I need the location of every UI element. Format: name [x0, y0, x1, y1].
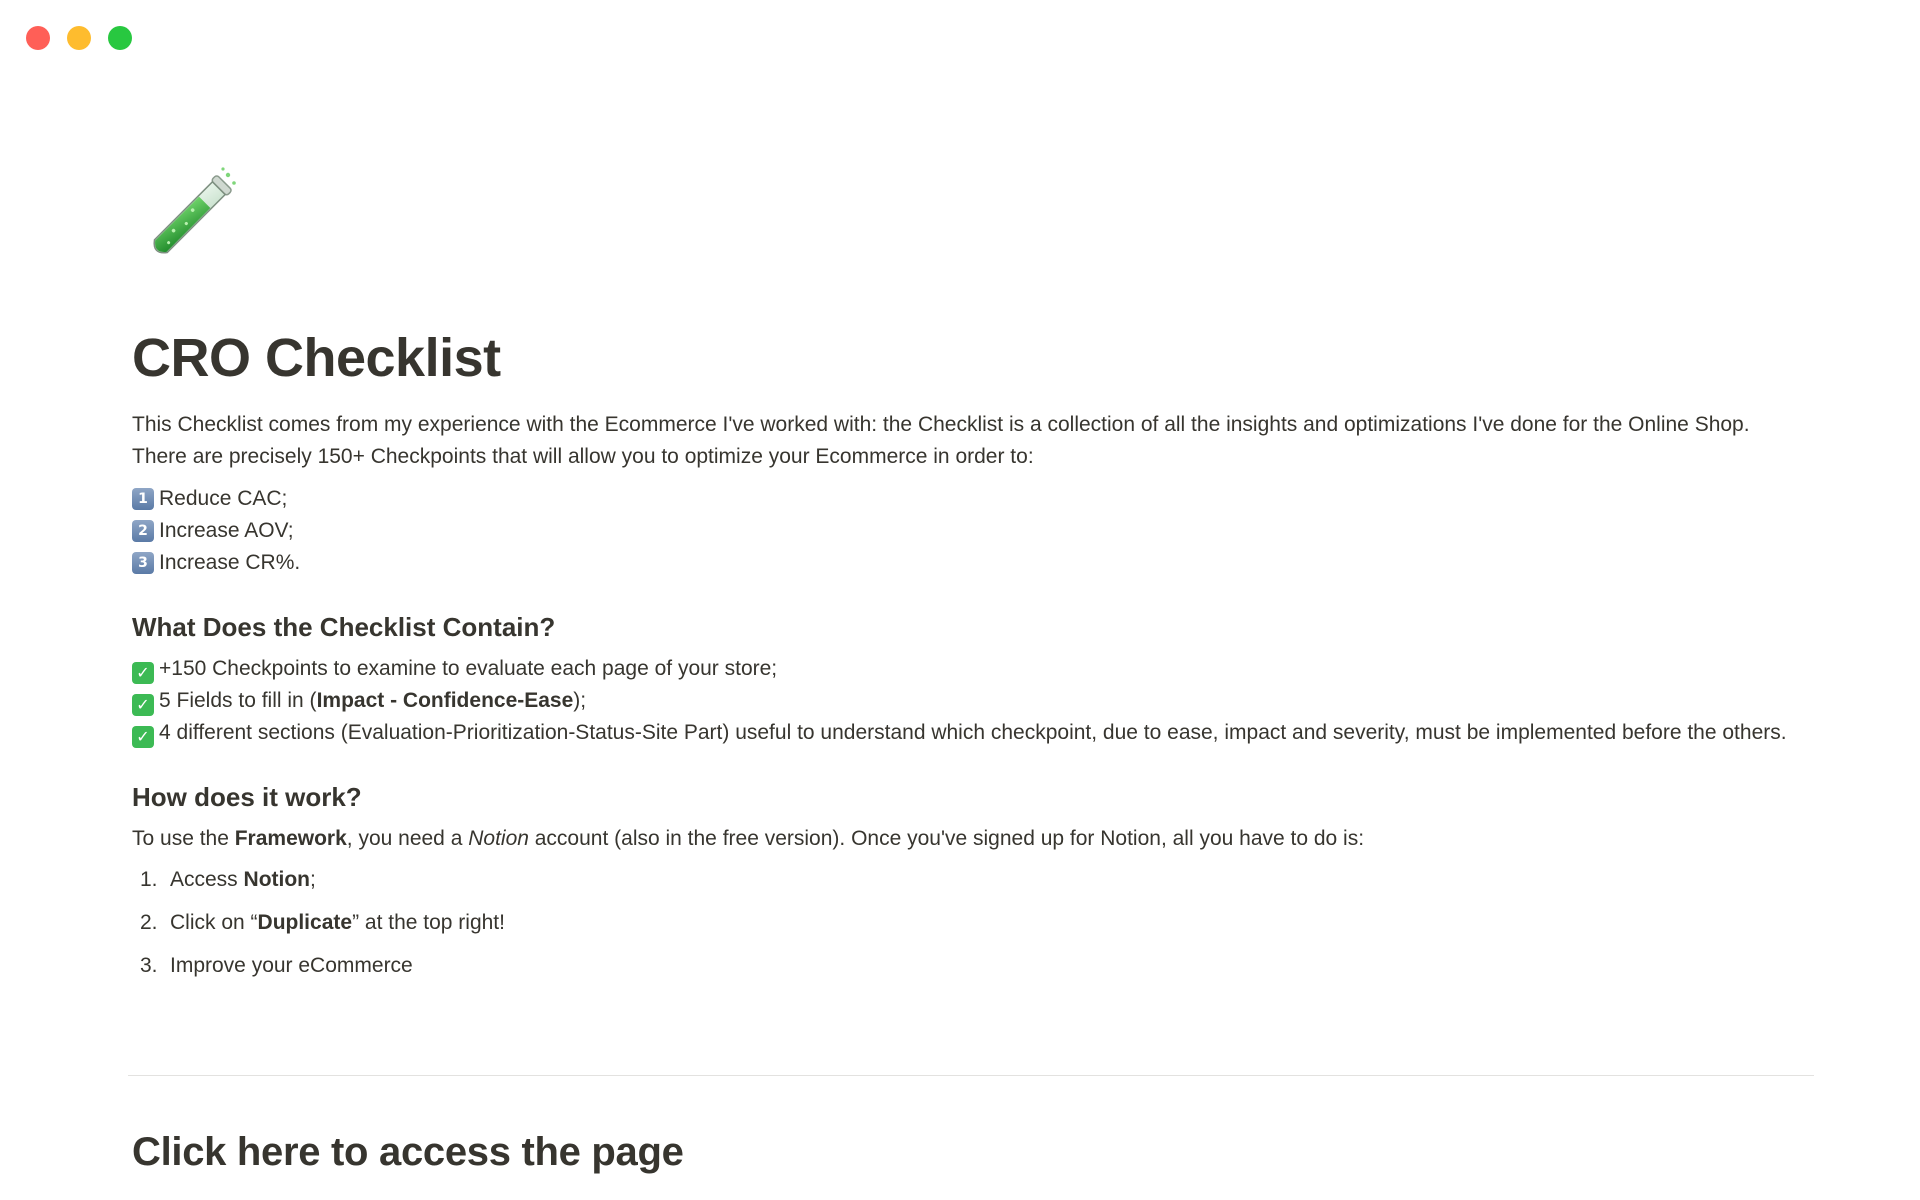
keycap-1-icon: 1 — [132, 488, 154, 510]
step-number: 1. — [140, 868, 158, 892]
step-item — [132, 907, 1812, 939]
check-mark-icon: ✓ — [132, 662, 154, 684]
maximize-window-button[interactable] — [108, 26, 132, 50]
keycap-2-icon: 2 — [132, 520, 154, 542]
step-text: Click on “Duplicate” at the top right! — [170, 911, 505, 935]
feature-item — [132, 717, 1792, 749]
steps-list — [132, 864, 1812, 982]
goal-item — [132, 483, 1812, 515]
intro-paragraph: This Checklist comes from my experience with the Ecommerce I've worked with: the Checklist is a collection of all the insights and optimizations I've done for the Online Shop. — [132, 413, 1750, 437]
goal-text: Reduce CAC; — [159, 487, 288, 511]
step-number: 3. — [140, 954, 158, 978]
how-intro-text-3: account (also in the free version). Once you've signed up for Notion, all you have to do is: — [528, 827, 1365, 851]
page-content — [132, 165, 1812, 993]
intro-paragraph-2: There are precisely 150+ Checkpoints that will allow you to optimize your Ecommerce in order to: — [132, 445, 1034, 469]
how-intro-text-2: , you need a — [346, 827, 469, 851]
feature-text: 5 Fields to fill in ( — [159, 689, 317, 713]
section-heading-contains: What Does the Checklist Contain? — [132, 612, 556, 643]
feature-item — [132, 653, 1792, 685]
how-intro-bold: Framework — [234, 827, 347, 851]
step-item — [132, 950, 1812, 982]
keycap-3-icon: 3 — [132, 552, 154, 574]
how-intro-italic: Notion — [468, 827, 529, 851]
goal-item — [132, 547, 1812, 579]
goals-list — [132, 483, 1812, 579]
goal-text: Increase AOV; — [159, 519, 294, 543]
window-controls — [26, 26, 132, 50]
minimize-window-button[interactable] — [67, 26, 91, 50]
page-title: CRO Checklist — [132, 328, 501, 388]
check-mark-icon: ✓ — [132, 694, 154, 716]
section-heading-how: How does it work? — [132, 782, 362, 813]
goal-text: Increase CR%. — [159, 551, 301, 575]
check-mark-icon: ✓ — [132, 726, 154, 748]
divider — [128, 1075, 1814, 1076]
feature-text: +150 Checkpoints to examine to evaluate each page of your store; — [159, 657, 778, 681]
feature-bold-text: Impact - Confidence-Ease — [316, 689, 574, 713]
close-window-button[interactable] — [26, 26, 50, 50]
feature-text: 4 different sections (Evaluation-Prioritization-Status-Site Part) useful to understand which checkpoint, due to ease, impact and severity, must be implemented before the others. — [159, 721, 1787, 745]
intro-text — [132, 409, 1812, 473]
step-number: 2. — [140, 911, 158, 935]
step-text: Access Notion; — [170, 868, 316, 892]
how-intro — [132, 823, 1812, 855]
step-text: Improve your eCommerce — [170, 954, 413, 978]
test-tube-icon — [132, 165, 242, 275]
goal-item — [132, 515, 1812, 547]
step-item — [132, 864, 1812, 896]
access-page-link[interactable]: Click here to access the page — [132, 1130, 684, 1174]
contains-list — [132, 653, 1812, 749]
feature-item — [132, 685, 1792, 717]
how-intro-text: To use the — [132, 827, 235, 851]
feature-text-end: ); — [573, 689, 587, 713]
